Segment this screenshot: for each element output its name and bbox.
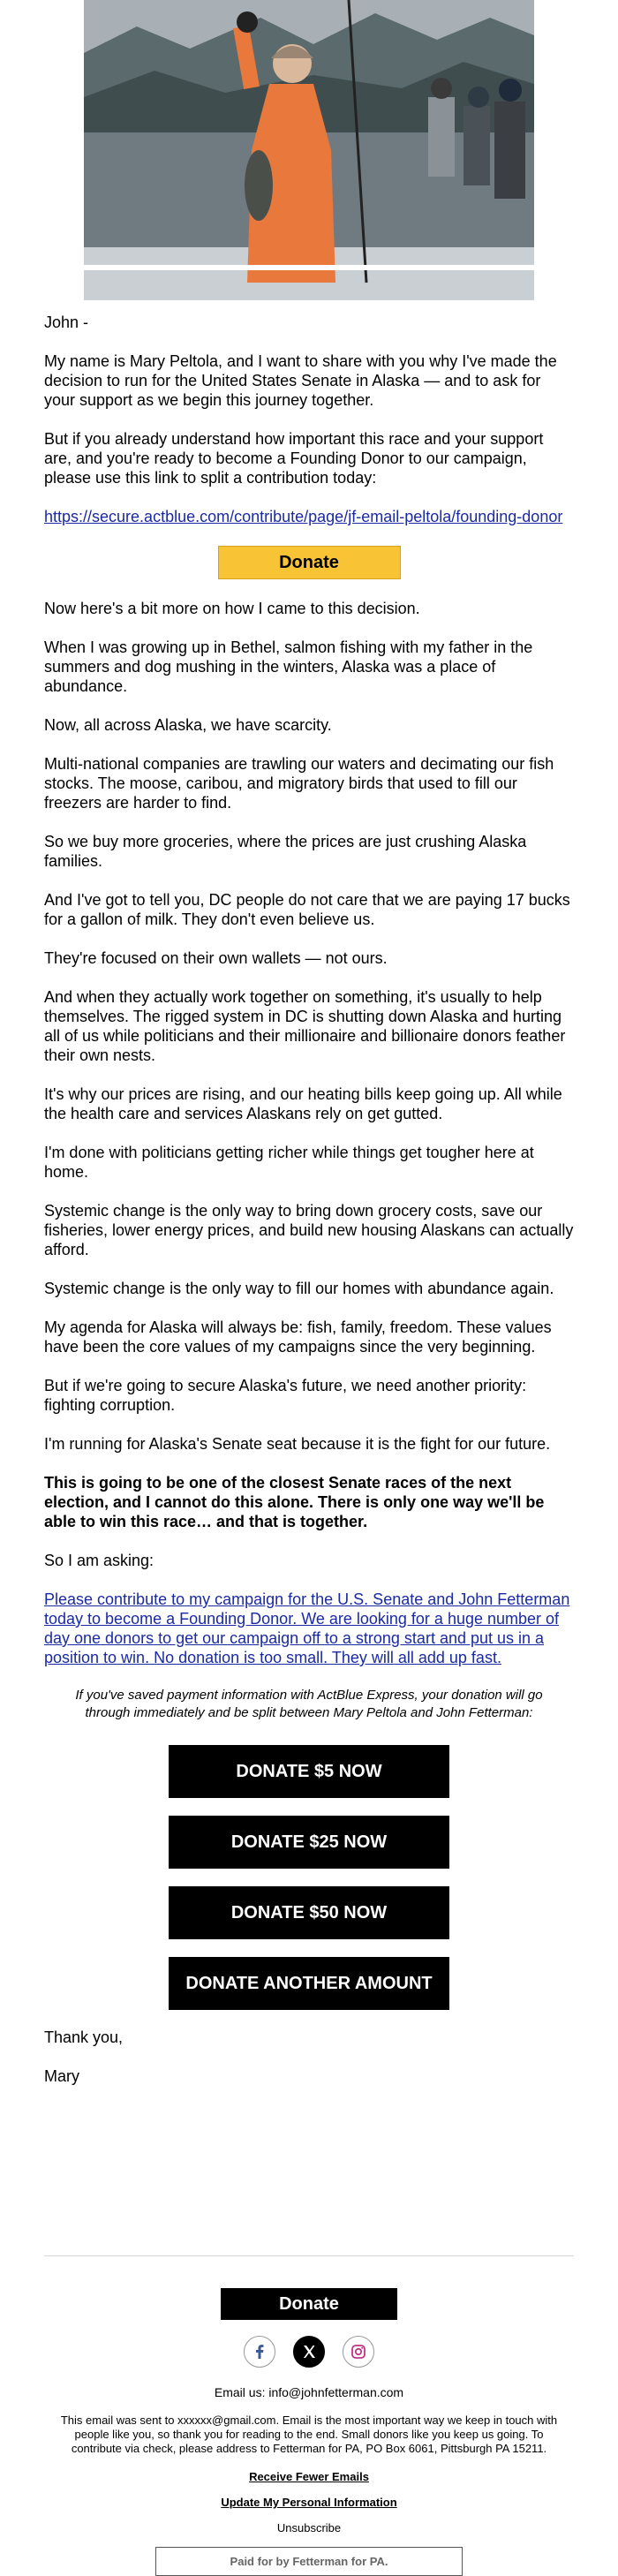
body-paragraph: But if we're going to secure Alaska's future, we need another priority: fighting corruption. [44,1377,527,1414]
donate-50-button[interactable]: DONATE $50 NOW [169,1886,449,1939]
body-paragraph: And I've got to tell you, DC people do not care that we are paying 17 bucks for a gallon of milk. They don't even believe us. [44,891,570,928]
footer-divider [44,2255,574,2256]
update-info-link[interactable]: Update My Personal Information [221,2496,397,2509]
spacer [44,2105,574,2255]
body-paragraph: Now here's a bit more on how I came to this decision. [44,600,420,617]
x-icon[interactable] [293,2336,325,2368]
contribute-ask-paragraph [44,1590,574,1667]
body-paragraph: And when they actually work together on something, it's usually to help themselves. The rigged system in DC is shutting down Alaska and hurting all of us while politicians and their millionaire and billionaire donors feather their own nests. [44,988,566,1064]
footer [44,2288,574,2576]
body-paragraph: Systemic change is the only way to fill our homes with abundance again. [44,1280,554,1297]
instagram-icon[interactable] [343,2336,374,2368]
fishing-photo-illustration [84,0,534,300]
email-body [44,0,574,2576]
email-us: Email us: info@johnfetterman.com [214,2385,404,2399]
body-paragraph: Multi-national companies are trawling our waters and decimating our fish stocks. The moose, caribou, and migratory birds that used to fill our freezers are harder to find. [44,755,554,812]
body-paragraph: So we buy more groceries, where the prices are just crushing Alaska families. [44,833,527,870]
fine-print: This email was sent to xxxxxx@gmail.com. Email is the most important way we keep in touch with people like you, so thank you for reading to the end. Small donors like you keep us going. To contribute via check, please address to Fetterman for PA, PO Box 6061, Pittsburgh PA 15211. [60,2414,558,2455]
intro-paragraph: My name is Mary Peltola, and I want to share with you why I've made the decision to run for the United States Senate in Alaska — and to ask for your support as we begin this journey together. [44,352,557,409]
contribution-link[interactable]: https://secure.actblue.com/contribute/page/jf-email-peltola/founding-donor [44,508,563,525]
body-paragraph: Now, all across Alaska, we have scarcity. [44,716,332,734]
thanks-line: Thank you, [44,2028,124,2046]
body-paragraph: I'm done with politicians getting richer while things get tougher here at home. [44,1144,534,1181]
intro-paragraph: But if you already understand how important this race and your support are, and you're ready to become a Founding Donor to our campaign, please use this link to split a contribution today: [44,430,544,487]
paid-for-disclaimer: Paid for by Fetterman for PA. [155,2547,463,2576]
hero-photo [84,0,534,300]
donate-other-amount-button[interactable]: DONATE ANOTHER AMOUNT [169,1957,449,2010]
body-paragraph: They're focused on their own wallets — not ours. [44,949,388,967]
body-paragraph: It's why our prices are rising, and our heating bills keep going up. All while the health care and services Alaskans rely on get gutted. [44,1085,562,1122]
body-paragraph: I'm running for Alaska's Senate seat because it is the fight for our future. [44,1435,551,1453]
footer-donate-button[interactable]: Donate [221,2288,397,2320]
bold-appeal: This is going to be one of the closest Senate races of the next election, and I cannot do this alone. There is only one way we'll be able to win this race… and that is together. [44,1474,545,1530]
contribution-link-paragraph [44,507,574,526]
body-paragraph: When I was growing up in Bethel, salmon fishing with my father in the summers and dog mushing in the winters, Alaska was a place of abundance. [44,638,533,695]
greeting: John - [44,314,89,331]
contribute-ask-link[interactable]: Please contribute to my campaign for the U.S. Senate and John Fetterman today to become a Founding Donor. We are looking for a huge number of day one donors to get our campaign off to a strong start and put us in a position to win. No donation is too small. They will all add up fast. [44,1590,570,1666]
asking-line: So I am asking: [44,1552,154,1569]
receive-fewer-emails-link[interactable]: Receive Fewer Emails [249,2470,369,2483]
social-links [44,2336,574,2368]
donate-5-button[interactable]: DONATE $5 NOW [169,1745,449,1798]
body-paragraph: Systemic change is the only way to bring down grocery costs, save our fisheries, lower energy prices, and build new housing Alaskans can actually afford. [44,1202,574,1258]
donate-button[interactable]: Donate [218,546,401,579]
unsubscribe-link[interactable]: Unsubscribe [276,2521,342,2534]
body-paragraph: My agenda for Alaska will always be: fish, family, freedom. These values have been the core values of my campaigns since the very beginning. [44,1318,552,1356]
signature: Mary [44,2067,79,2085]
actblue-express-note: If you've saved payment information with ActBlue Express, your donation will go through immediately and be split between Mary Peltola and John Fetterman: [75,1688,543,1720]
donate-25-button[interactable]: DONATE $25 NOW [169,1816,449,1869]
facebook-icon[interactable] [244,2336,275,2368]
